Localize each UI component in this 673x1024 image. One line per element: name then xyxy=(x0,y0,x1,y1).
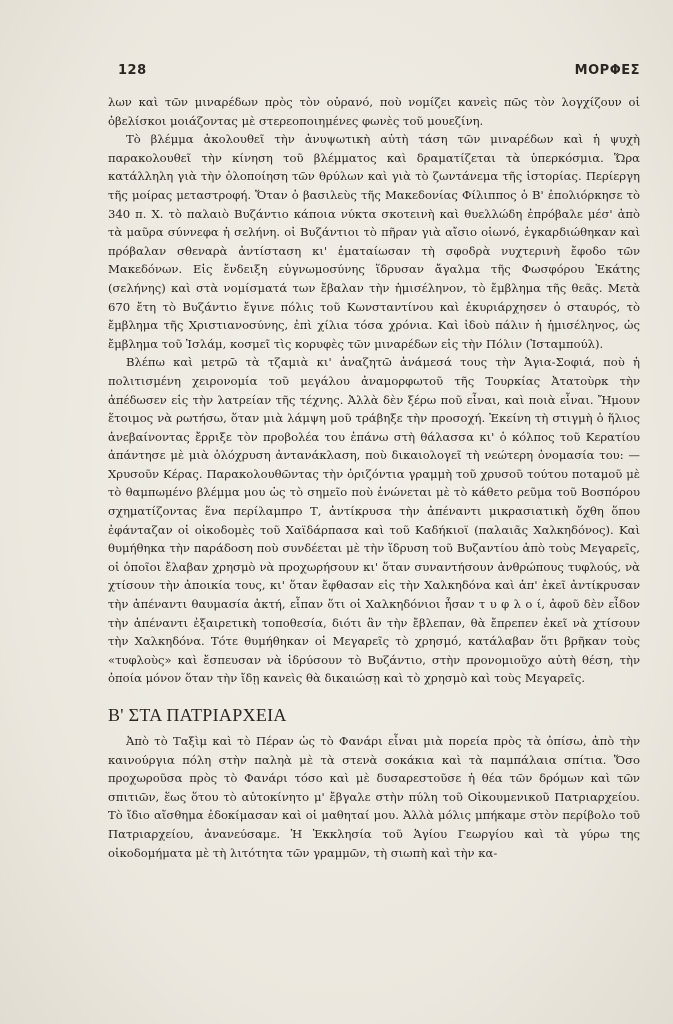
running-title: ΜΟΡΦΕΣ xyxy=(574,63,640,78)
page-number: 128 xyxy=(118,63,147,78)
section-paragraph: Ἀπὸ τὸ Ταξὶμ καὶ τὸ Πέραν ὡς τὸ Φανάρι εἶναι μιὰ πορεία πρὸς τὰ ὀπίσω, ἀπὸ τὴν καινούργια πόλη στὴν παληὰ μὲ τὰ στενὰ σοκάκια καὶ τὰ παμπάλαια σπίτια. Ὅσο προχωροῦσα πρὸς τὸ Φανάρι τόσο καὶ μὲ δυσαρεστοῦσε ἡ θέα τῶν δρόμων καὶ τῶν σπιτιῶν, ἕως ὅτου τὸ αὐτοκίνητο μ' ἔβγαλε στὴν πύλη τοῦ Οἰκουμενικοῦ Πατριαρχείου. Τὸ ἴδιο αἴσθημα ἐδοκίμασαν καὶ οἱ μαθηταί μου. Ἀλλὰ μόλις μπήκαμε στὸν περίβολο τοῦ Πατριαρχείου, ἀνανεύσαμε. Ἡ Ἐκκλησία τοῦ Ἁγίου Γεωργίου καὶ τὰ γύρω της οἰκοδομήματα μὲ τὴ λιτότητα τῶν γραμμῶν, τὴ σιωπὴ καὶ τὴν κα- xyxy=(108,734,640,860)
page-header xyxy=(118,63,640,78)
paragraph: Βλέπω καὶ μετρῶ τὰ τζαμιὰ κι' ἀναζητῶ ἀνάμεσά τους τὴν Ἁγια-Σοφιά, ποὺ ἡ πολιτισμένη χειρονομία τοῦ μεγάλου ἀναμορφωτοῦ τῆς Τουρκίας Ἀτατοὺρκ τὴν ἀπέδωσεν εἰς τὴν λατρείαν τῆς τέχνης. Ἀλλὰ δὲν ξέρω ποῦ εἶναι, καὶ ποιὰ εἶναι. Ἤμουν ἕτοιμος νὰ ρωτήσω, ὅταν μιὰ λάμψη μοῦ τράβηξε τὴν προσοχή. Ἐκείνη τὴ στιγμὴ ὁ ἥλιος ἀνεβαίνοντας ἔρριξε τὸν προβολέα του ἐπάνω στὴ θάλασσα κι' ὁ κόλπος τοῦ Κερατίου ἀπάντησε μὲ μιὰ ὁλόχρυση ἀντανάκλαση, ποὺ δικαιολογεῖ τὴ νεώτερη ὀνομασία του: —Χρυσοῦν Κέρας. Παρακολουθῶντας τὴν ὁριζόντια γραμμὴ τοῦ χρυσοῦ τούτου ποταμοῦ μὲ τὸ θαμπωμένο βλέμμα μου ὡς τὸ σημεῖο ποὺ ἑνώνεται μὲ τὸ κάθετο ρεῦμα τοῦ Βοσπόρου σχηματίζοντας ἕνα περίλαμπρο Τ, ἀντίκρυσα τὴν ἀπέναντι μικρασιατικὴ ὄχθη ὅπου ἐφάνταζαν οἱ οἰκοδομὲς τοῦ Χαϊδάρπασα καὶ τοῦ Καδήκιοϊ (παλαιᾶς Χαλκηδόνος). Καὶ θυμήθηκα τὴν παράδοση ποὺ συνδέεται μὲ τὴν ἵδρυση τοῦ Βυζαντίου ἀπὸ τοὺς Μεγαρεῖς, οἱ ὁποῖοι ἔλαβαν χρησμὸ νὰ προχωρήσουν κι' ὅταν συναντήσουν ἀνθρώπους τυφλούς, νὰ χτίσουν τὴν ἀποικία τους, κι' ὅταν ἔφθασαν εἰς τὴν Χαλκηδόνα καὶ ἀπ' ἐκεῖ ἀντίκρυσαν τὴν ἀπέναντι θαυμασία ἀκτή, εἶπαν ὅτι οἱ Χαλκηδόνιοι ἦσαν τ υ φ λ ο ί, ἀφοῦ δὲν εἶδον τὴν ἀπέναντι ἐξαιρετικὴ τοποθεσία, διότι ἂν τὴν ἔβλεπαν, θὰ ἔπρεπεν ἐκεῖ νὰ χτίσουν τὴν Χαλκηδόνα. Τότε θυμήθηκαν οἱ Μεγαρεῖς τὸ χρησμό, κατάλαβαν ὅτι βρῆκαν τοὺς «τυφλοὺς» καὶ ἔσπευσαν νὰ ἱδρύσουν τὸ Βυζάντιο, στὴν προνομιοῦχο αὐτὴ θέση, τὴν ὁποία μόνον ὅταν τὴν ἴδῃ κανεὶς θὰ δικαιώσῃ καὶ τὸ χρησμὸ καὶ τοὺς Μεγαρεῖς. xyxy=(108,355,640,686)
body-text xyxy=(108,93,640,862)
paragraph: Τὸ βλέμμα ἀκολουθεῖ τὴν ἀνυψωτικὴ αὐτὴ τάση τῶν μιναρέδων καὶ ἡ ψυχὴ παρακολουθεῖ τὴν κίνηση τοῦ βλέμματος καὶ δραματίζεται τὰ ὑπερκόσμια. Ὥρα κατάλληλη γιὰ τὴν ὁλοποίηση τῶν θρύλων καὶ γιὰ τὸ ζωντάνεμα τῆς ἱστορίας. Περίεργη τῆς μοίρας μεταστροφή. Ὅταν ὁ βασιλεὺς τῆς Μακεδονίας Φίλιππος ὁ Β' ἐπολιόρκησε τὸ 340 π. Χ. τὸ παλαιὸ Βυζάντιο κάποια νύκτα σκοτεινὴ καὶ θυελλώδη ἐπρόβαλε μέσ' ἀπὸ τὰ μαῦρα σύννεφα ἡ σελήνη. οἱ Βυζάντιοι τὸ πῆραν γιὰ αἴσιο οἰωνό, ἐγκαρδιώθηκαν καὶ πρόβαλαν σθεναρὰ ἀντίσταση κι' ἐματαίωσαν τὴ σφοδρὰ νυχτερινὴ ἔφοδο τῶν Μακεδόνων. Εἰς ἔνδειξη εὐγνωμοσύνης ἵδρυσαν ἄγαλμα τῆς Φωσφόρου Ἑκάτης (σελήνης) καὶ στὰ νομίσματά των ἔβαλαν τὴν ἡμισέληνον, τὸ ἔμβλημα τῆς θεᾶς. Μετὰ 670 ἔτη τὸ Βυζάντιο ἔγινε πόλις τοῦ Κωνσταντίνου καὶ ἐκυριάρχησεν ὁ σταυρός, τὸ ἔμβλημα τῆς Χριστιανοσύνης, ἐπὶ χίλια τόσα χρόνια. Καὶ ἰδοὺ πάλιν ἡ ἡμισέληνος, ὡς ἔμβλημα τοῦ Ἰσλάμ, κοσμεῖ τὶς κορυφὲς τῶν μιναρέδων εἰς τὴν Πόλιν (Ἰσταμπούλ). xyxy=(108,132,640,351)
paragraph-continued: λων καὶ τῶν μιναρέδων πρὸς τὸν οὐρανό, ποὺ νομίζει κανεὶς πῶς τὸν λογχίζουν οἱ ὀβελίσκοι μοιάζοντας μὲ στερεοποιημένες φωνὲς τοῦ μουεζίνη. xyxy=(108,95,640,128)
section-heading: Β' ΣΤΑ ΠΑΤΡΙΑΡΧΕΙΑ xyxy=(108,705,287,725)
